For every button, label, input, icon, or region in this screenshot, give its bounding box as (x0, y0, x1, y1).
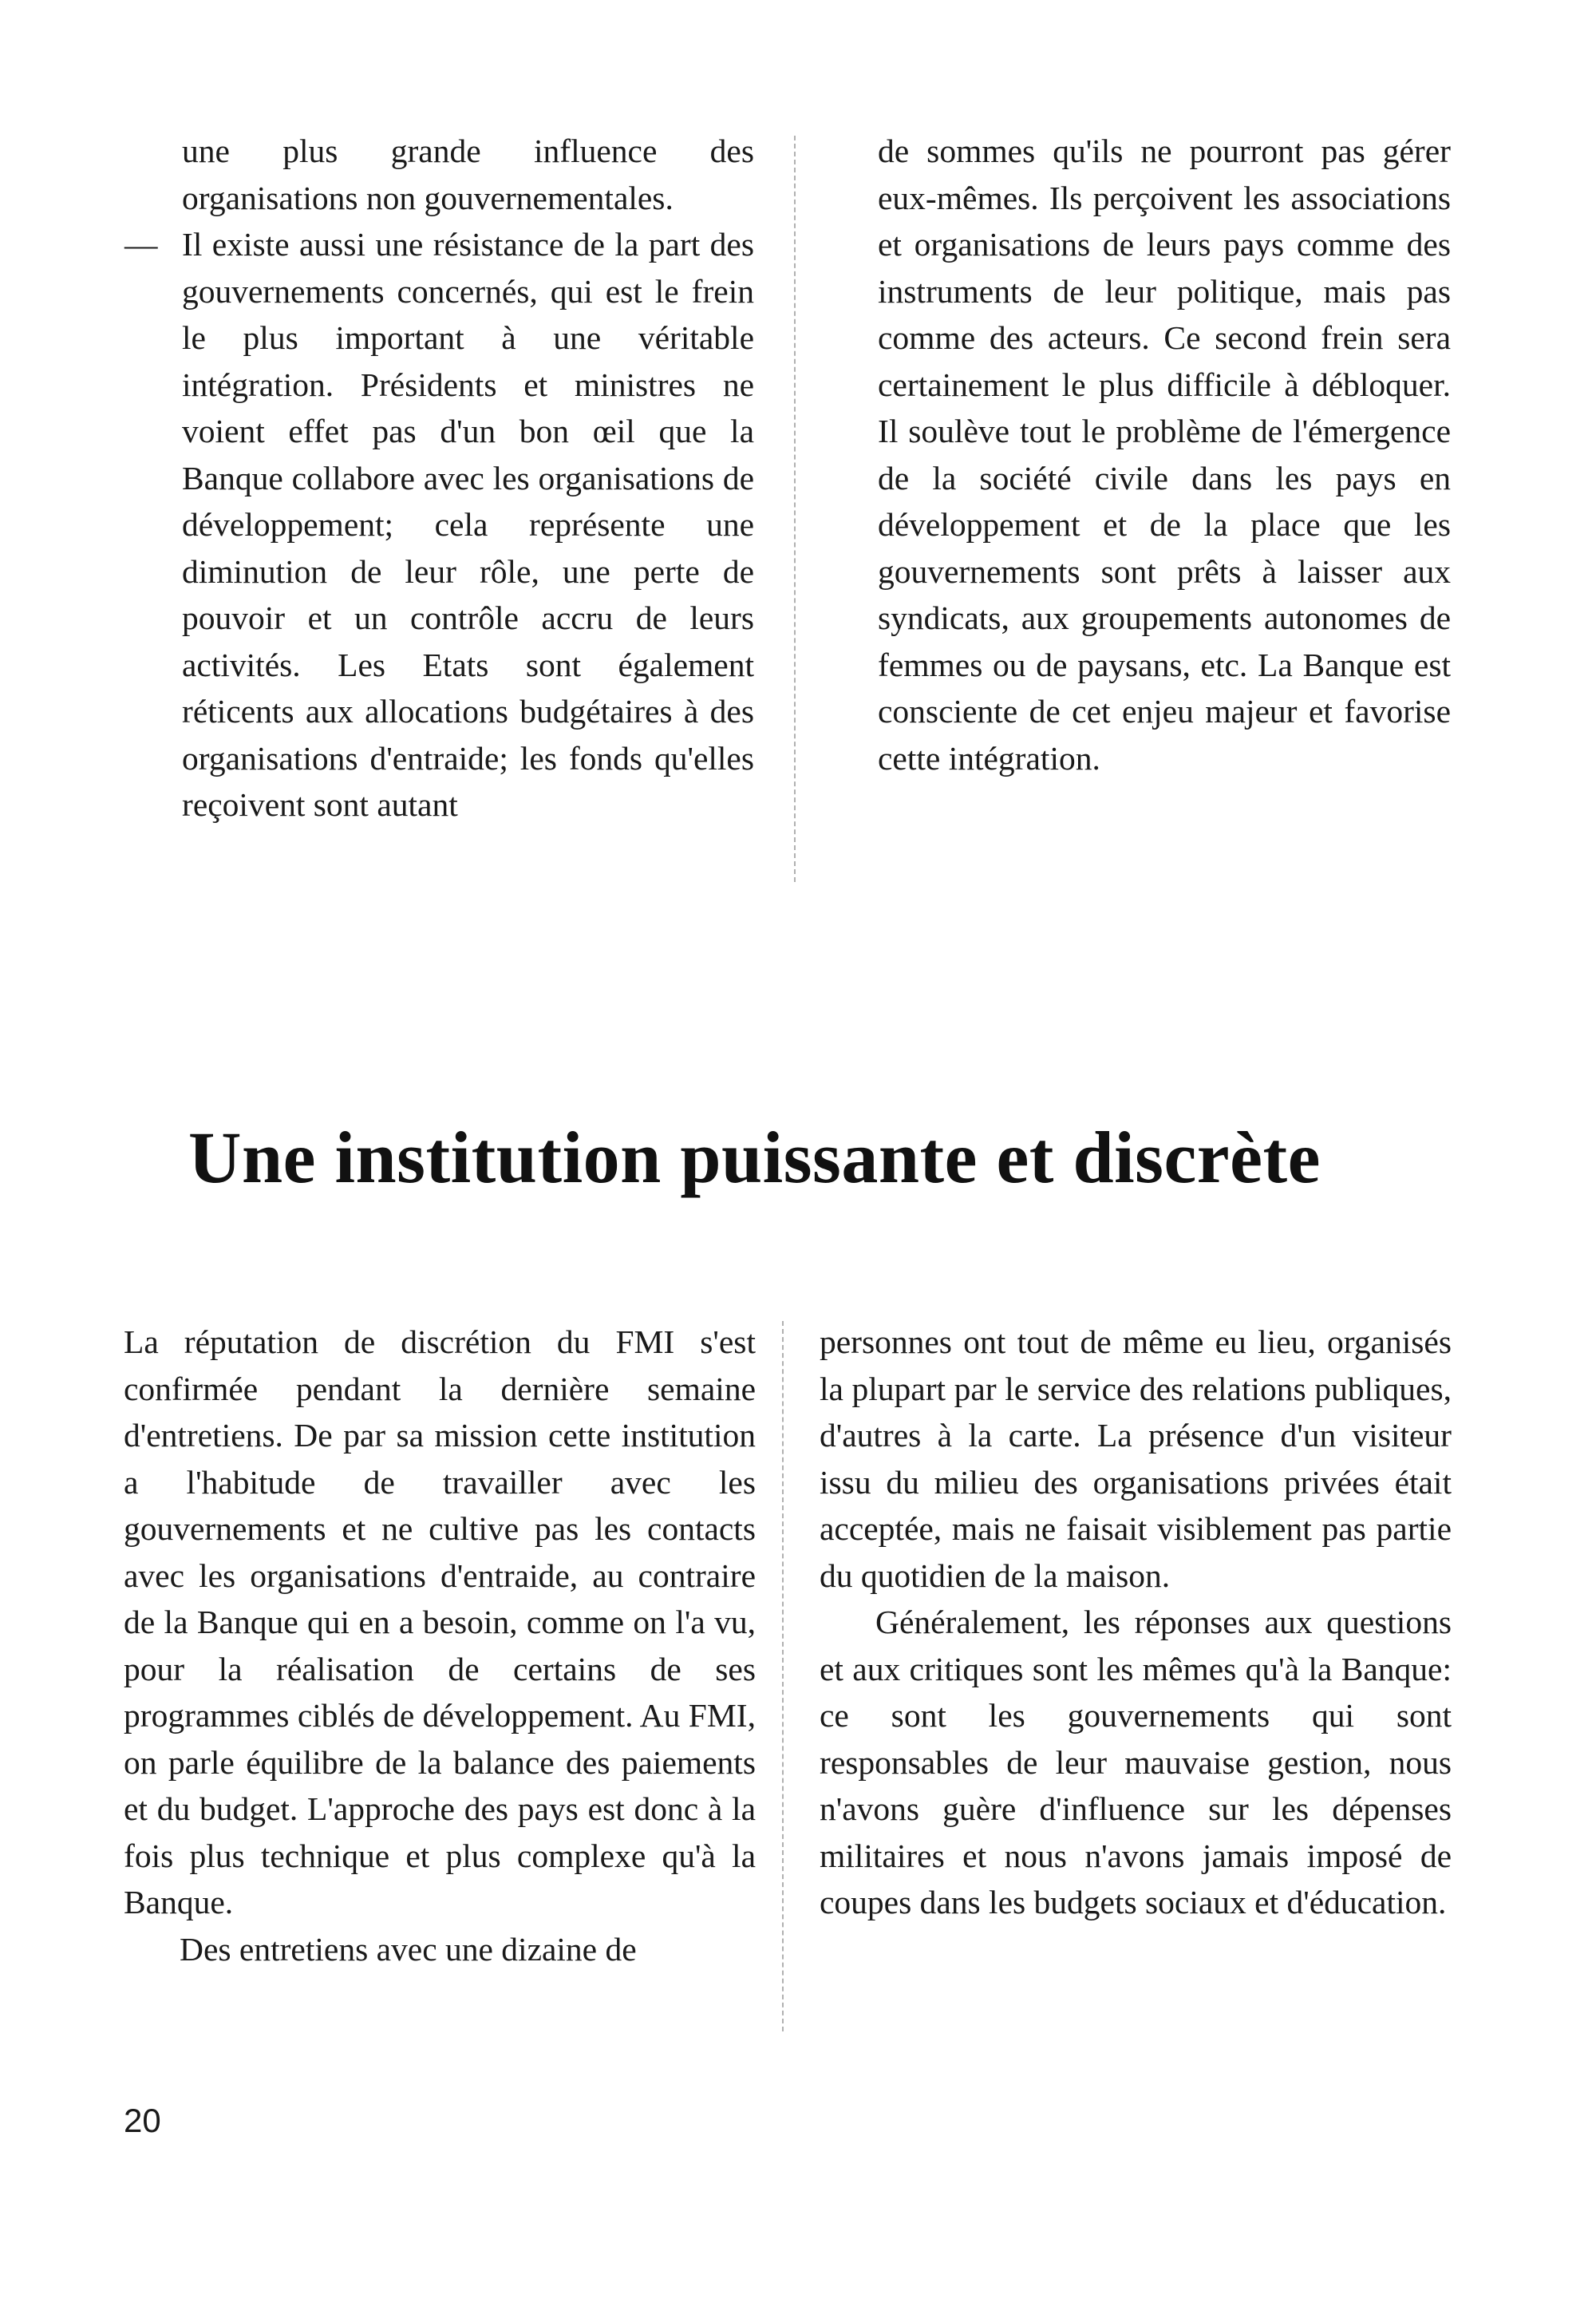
bottom-left-column (124, 1319, 756, 1972)
body-paragraph: Généralement, les réponses aux questions et aux critiques sont les mêmes qu'à la Banque: ce sont les gouvernements qui sont responsables de leur mauvaise gestion, nous n'avons guère d'influence sur les dépenses militaires et nous n'avons jamais imposé de coupes dans les budgets sociaux et d'éducation. (820, 1604, 1452, 1920)
body-paragraph: La réputation de discrétion du FMI s'est confirmée pendant la dernière semaine d'entretiens. De par sa mission cette institution a l'habitude de travailler avec les gouvernements et ne cultive pas les contacts avec les organisations d'entraide, au contraire de la Banque qui en a besoin, comme on l'a vu, pour la réalisation de certains de ses programmes ciblés de développement. Au FMI, on parle équilibre de la balance des paiements et du budget. L'approche des pays est donc à la fois plus technique et plus complexe qu'à la Banque. (124, 1323, 756, 1920)
body-paragraph: de sommes qu'ils ne pourront pas gérer eux-mêmes. Ils perçoivent les associations et organisations de leurs pays comme des instruments de leur politique, mais pas comme des acteurs. Ce second frein sera certainement le plus difficile à débloquer. Il soulève tout le problème de l'émergence de la société civile dans les pays en développement et de la place que les gouvernements sont prêts à laisser aux syndicats, aux groupements autonomes de femmes ou de paysans, etc. La Banque est consciente de cet enjeu majeur et favorise cette intégration. (878, 133, 1451, 777)
page-number: 20 (124, 2102, 161, 2139)
em-dash-marker: — (124, 226, 158, 263)
top-right-column (878, 128, 1451, 781)
body-paragraph: Des entretiens avec une dizaine de (180, 1930, 637, 1968)
dash-item-text: Il existe aussi une résistance de la part des gouvernements concernés, qui est le frein le plus important à une véritable intégration. Présidents et ministres ne voient effet pas d'un bon œil que la Banque collabore avec les organisations de développement; cela représente une diminution de leur rôle, une perte de pouvoir et un contrôle accru de leurs activités. Les Etats sont également réticents aux allocations budgétaires à des organisations d'entraide; les fonds qu'elles reçoivent sont autant (182, 226, 754, 823)
dash-list-item (124, 221, 754, 829)
body-paragraph: personnes ont tout de même eu lieu, organisés la plupart par le service des relations publiques, d'autres à la carte. La présence d'un visiteur issu du milieu des organisations privées était acceptée, mais ne faisait visiblement pas partie du quotidien de la maison. (820, 1323, 1452, 1594)
section-heading: Une institution puissante et discrète (188, 1117, 1321, 1198)
top-left-column (124, 128, 754, 829)
column-divider-bottom (782, 1321, 784, 2031)
bottom-right-column (820, 1319, 1452, 1926)
column-divider-top (794, 136, 796, 882)
continuation-paragraph: une plus grande influence des organisations non gouvernementales. (182, 133, 754, 216)
